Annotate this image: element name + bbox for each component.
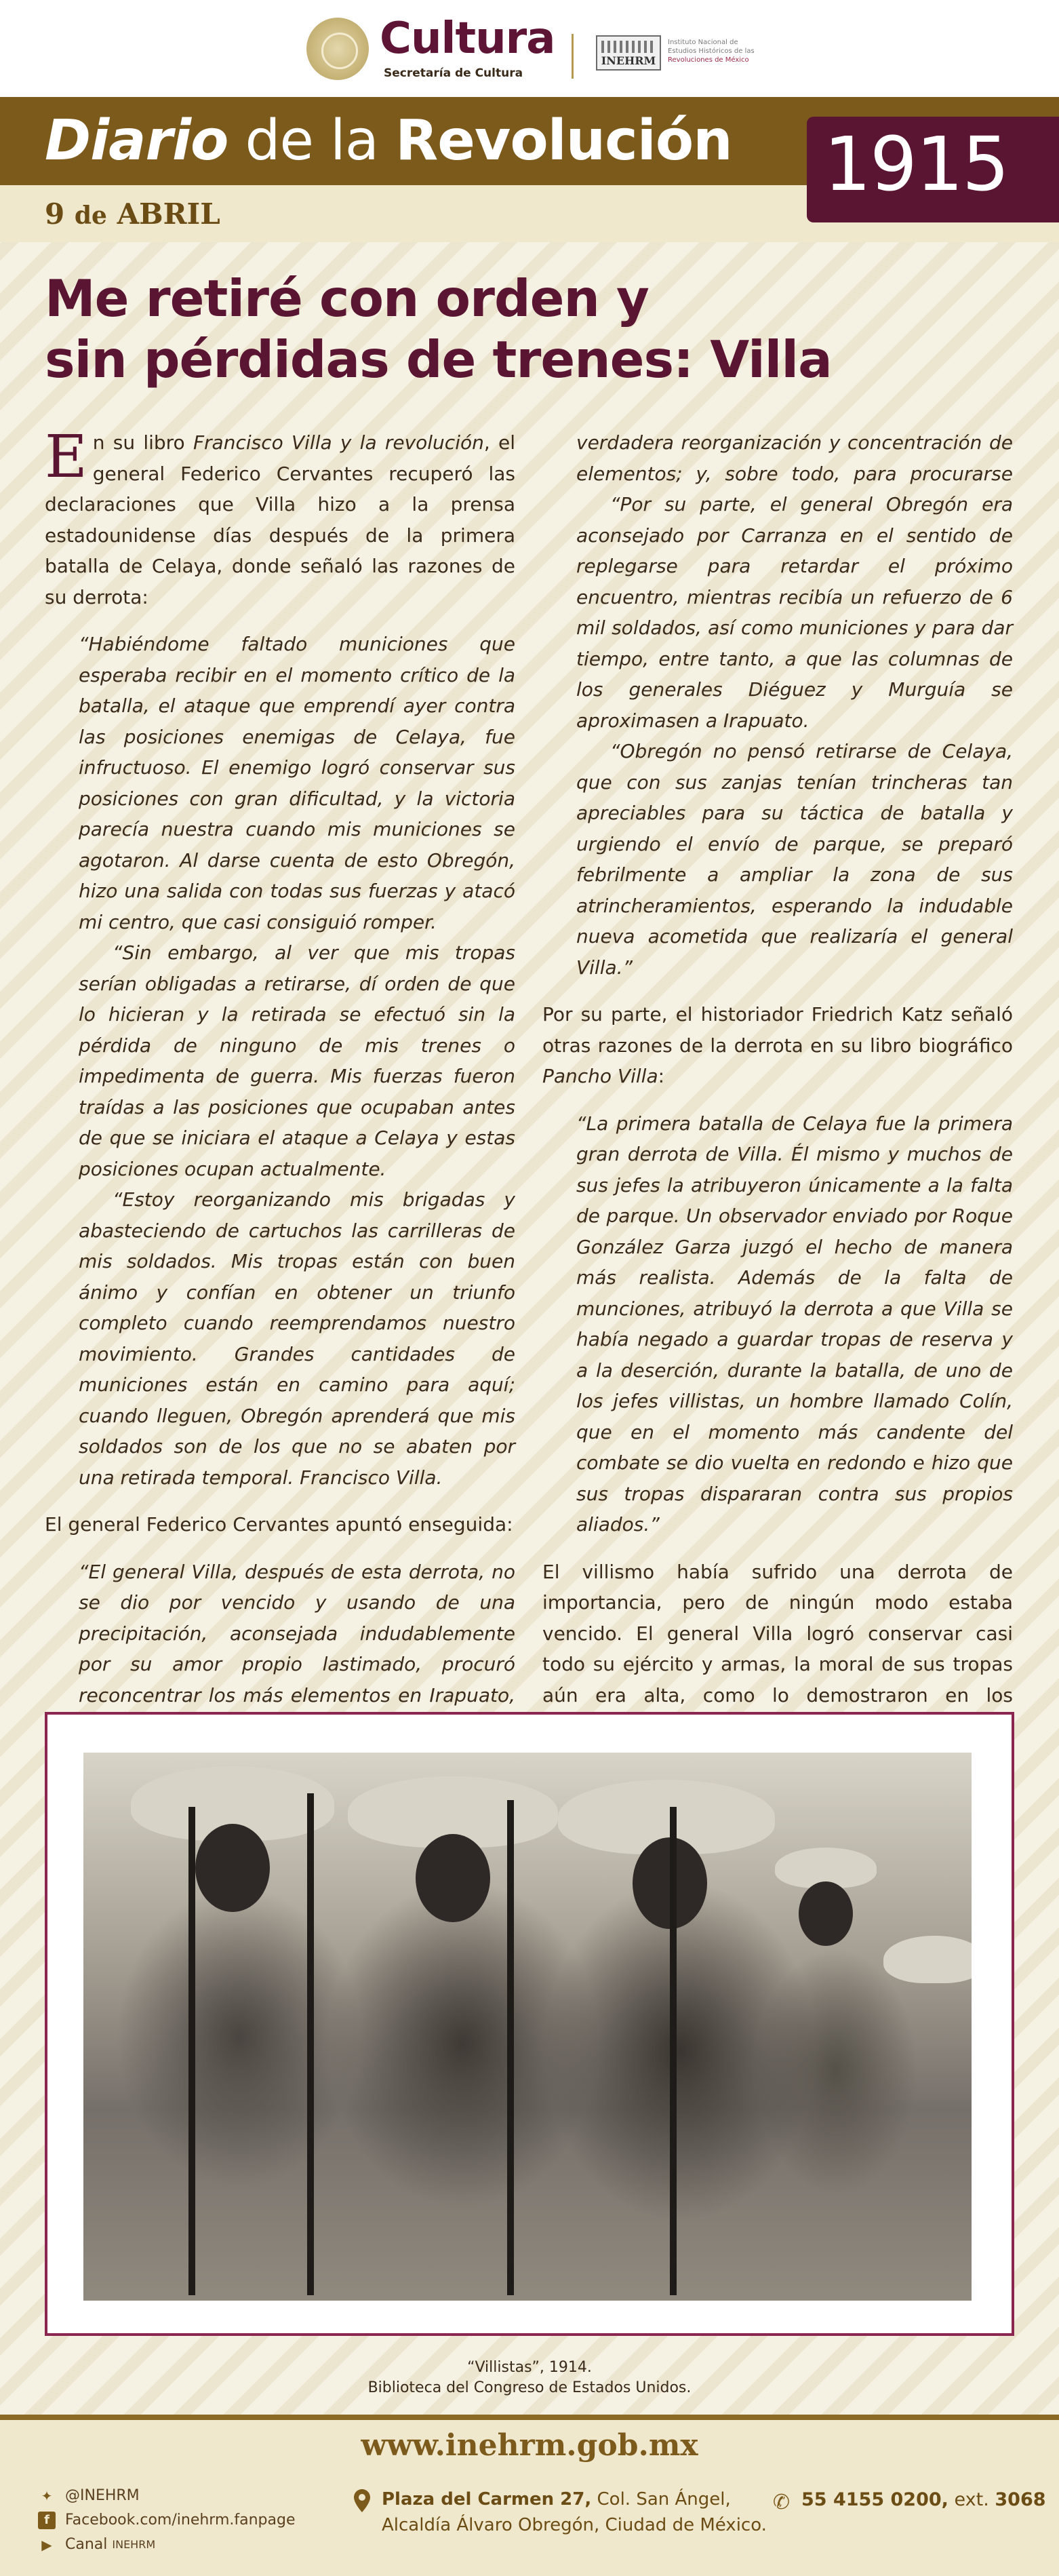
spacer — [45, 1493, 515, 1509]
institute-line-3: Revoluciones de México — [668, 56, 749, 64]
institute-line-1: Instituto Nacional de — [668, 39, 738, 46]
cervantes-quote-paragraph-1: “El general Villa, después de esta derrota, no se dio por vencido y usando de una precipitación, aconsejada indudablemente por su amor propio lastimado, procuró reconcentrar los más elementos en Irapuato, — [79, 1560, 515, 1706]
caption-line-1: “Villistas”, 1914. — [467, 2359, 592, 2376]
phone-ext-label: ext. — [948, 2489, 995, 2510]
book-title-villa: Francisco Villa y la revolución — [193, 431, 484, 454]
date-day: 9 — [45, 197, 65, 231]
intro-text-a: n su libro — [92, 431, 193, 454]
katz-intro-text: Por su parte, el historiador Friedrich Katz señaló otras razones de la derrota en su libro biográfico — [542, 1003, 1013, 1057]
article-title — [45, 268, 858, 390]
cultura-logo: Cultura — [380, 14, 555, 64]
website-link[interactable]: www.inehrm.gob.mx — [361, 2428, 698, 2463]
villa-quote-paragraph-3-text: “Estoy reorganizando mis brigadas y abasteciendo de cartuchos las carrilleras de mis soldados. Mis tropas están con buen ánimo y confían en obtener un triunfo completo cuando reemprendamos nuestro movimiento. Grandes cantidades de municiones están en camino para aquí; cuando lleguen, Obregón aprenderá que mis soldados son de los que no se abaten por una retirada temporal. Francisco Villa. — [79, 1188, 515, 1489]
soldier-face-shape — [195, 1824, 270, 1912]
year-number: 1915 — [824, 121, 1008, 208]
facebook-link[interactable] — [38, 2508, 296, 2533]
katz-quote: “La primera batalla de Celaya fue la primera gran derrota de Villa. Él mismo y muchos de sus jefes la atribuyeron únicamente a la falta de parque. Un observador enviado por Roque González Garza juzgó el hecho de manera más realista. Además de la falta de munciones, atribuyó la derrota a que Villa se había negado a guardar tropas de reserva y a la deserción, durante la batalla, de uno de los jefes villistas, un hombre llamado Colín, que en el momento más candente del combate se dio vuelta en redondo e hizo que sus tropas dispararan contra sus propios aliados.” — [576, 1112, 1013, 1536]
rifle-shape — [188, 1807, 195, 2295]
intro-paragraph — [45, 423, 515, 612]
address-street: Plaza del Carmen 27, — [382, 2489, 592, 2510]
child-face-shape — [799, 1881, 853, 1946]
address-colonia: Col. San Ángel, — [591, 2489, 731, 2510]
cervantes-quote-paragraph-2-text: “Por su parte, el general Obregón era aconsejado por Carranza en el sentido de replegarse para retardar el próximo encuentro, mientras recibía un refuerzo de 6 mil soldados, así como municiones y para dar tiempo, entre tanto, a que las columnas de los generales Diéguez y Murguía se aproximasen a Irapuato. — [576, 493, 1013, 732]
cervantes-quote-continuation — [542, 427, 1013, 489]
series-title-revolucion: Revolución — [395, 109, 732, 173]
mexico-seal-icon — [306, 18, 369, 80]
cervantes-intro: El general Federico Cervantes apuntó enseguida: — [45, 1513, 513, 1536]
villa-quote-paragraph-3 — [45, 1184, 515, 1493]
phone-ext: 3068 — [995, 2489, 1046, 2510]
spacer — [542, 983, 1013, 999]
series-title-connector: de la — [228, 109, 396, 173]
series-title-diario: Diario — [45, 109, 228, 173]
villa-quote-paragraph-2-text: “Sin embargo, al ver que mis tropas serían obligadas a retirarse, dí orden de que lo hicieran y la retirada se efectuó sin la pérdida de ninguno de mis trenes o impedimenta de guerra. Mis fuerzas fueron traídas a las posiciones que ocupaban antes de que se iniciara el ataque a Celaya y estas posiciones ocupan actualmente. — [79, 941, 515, 1180]
institute-line-2: Estudios Históricos de las — [668, 47, 755, 55]
date-month: ABRIL — [117, 197, 220, 231]
address-city: Alcaldía Álvaro Obregón, Ciudad de México. — [382, 2515, 767, 2535]
date-de: de — [74, 201, 107, 230]
rifle-shape — [507, 1800, 514, 2295]
facebook-page: Facebook.com/inehrm.fanpage — [65, 2512, 296, 2529]
drop-cap: E — [45, 423, 87, 491]
sombrero-shape — [883, 1936, 972, 1983]
inehrm-logo-text: INEHRM — [601, 54, 656, 67]
spacer — [542, 1540, 1013, 1557]
katz-intro — [542, 999, 1013, 1092]
youtube-link[interactable] — [38, 2533, 296, 2557]
villa-quote-paragraph-1: “Habiéndome faltado municiones que esperaba recibir en el momento crítico de la batalla, el ataque que emprendí ayer contra las posiciones enemigas de Celaya, fue infructuoso. El enemigo logró conservar sus posiciones con gran dificultad, y la victoria parecía nuestra cuando mis municiones se agotaron. Al darse cuenta de esto Obregón, hizo una salida con todas sus fuerzas y atacó mi centro, que casi consiguió romper. — [79, 633, 515, 933]
spacer — [45, 1540, 515, 1557]
phone-number[interactable] — [801, 2489, 1046, 2510]
spacer — [45, 612, 515, 629]
twitter-icon: ✦ — [41, 2488, 53, 2504]
phone-icon: ✆ — [773, 2491, 791, 2514]
series-title — [45, 109, 732, 173]
photo-caption — [0, 2358, 1059, 2398]
villistas-photo — [83, 1753, 972, 2301]
cervantes-quote-paragraph-2 — [542, 489, 1013, 736]
katz-intro-colon: : — [658, 1065, 665, 1087]
soldier-face-shape — [416, 1834, 490, 1922]
institute-name — [668, 38, 763, 64]
villa-quote-paragraph-2 — [45, 937, 515, 1184]
title-line-2: sin pérdidas de trenes: Villa — [45, 330, 832, 389]
youtube-icon: ▶ — [41, 2537, 52, 2553]
map-pin-icon — [354, 2489, 370, 2512]
twitter-handle: @INEHRM — [65, 2487, 140, 2504]
cervantes-quote-paragraph-3 — [542, 736, 1013, 983]
logo-divider — [572, 34, 574, 79]
spacer — [542, 1092, 1013, 1108]
cervantes-quote-paragraph-3-text: “Obregón no pensó retirarse de Celaya, que con sus zanjas tenían trincheras tan apreciables para su táctica de batalla y urgiendo el envío de parque, se preparó febrilmente a ampliar la zona de sus atrincheramientos, esperando la indudable nueva acometida que realizaría el general Villa.” — [576, 740, 1013, 979]
title-line-1: Me retiré con orden y — [45, 269, 649, 328]
cervantes-quote-paragraph-1-overflow: verdadera reorganización y concentración de elementos; y, sobre todo, para procurarse — [576, 431, 1013, 485]
article-column-right — [542, 427, 1013, 1803]
book-title-pancho-villa: Pancho Villa — [542, 1065, 658, 1087]
facebook-icon: f — [38, 2512, 56, 2529]
caption-line-2: Biblioteca del Congreso de Estados Unidos. — [367, 2379, 692, 2396]
closing-paragraph: El villismo había sufrido una derrota de importancia, pero de ningún modo estaba vencido. El general Villa logró conservar casi todo su ejército y armas, la moral de sus tropas aún era alta, como lo demostraron en los — [542, 1560, 1013, 1706]
twitter-link[interactable] — [38, 2484, 296, 2508]
youtube-label: Canal — [65, 2536, 113, 2553]
social-links — [38, 2484, 296, 2557]
footer-rule — [0, 2415, 1059, 2420]
secretaria-label: Secretaría de Cultura — [384, 66, 523, 80]
address — [382, 2486, 767, 2538]
article-column-left — [45, 423, 515, 1775]
intro-text-b: , el general Federico Cervantes recuperó las declaraciones que Villa hizo a la prensa estadounidense días después de la primera batalla de Celaya, donde señaló las razones de su derrota: — [45, 431, 515, 608]
rifle-shape — [307, 1793, 314, 2295]
rifle-shape — [670, 1807, 677, 2295]
phone-main: 55 4155 0200, — [801, 2489, 948, 2510]
issue-date — [45, 197, 220, 231]
youtube-channel: INEHRM — [112, 2538, 156, 2551]
